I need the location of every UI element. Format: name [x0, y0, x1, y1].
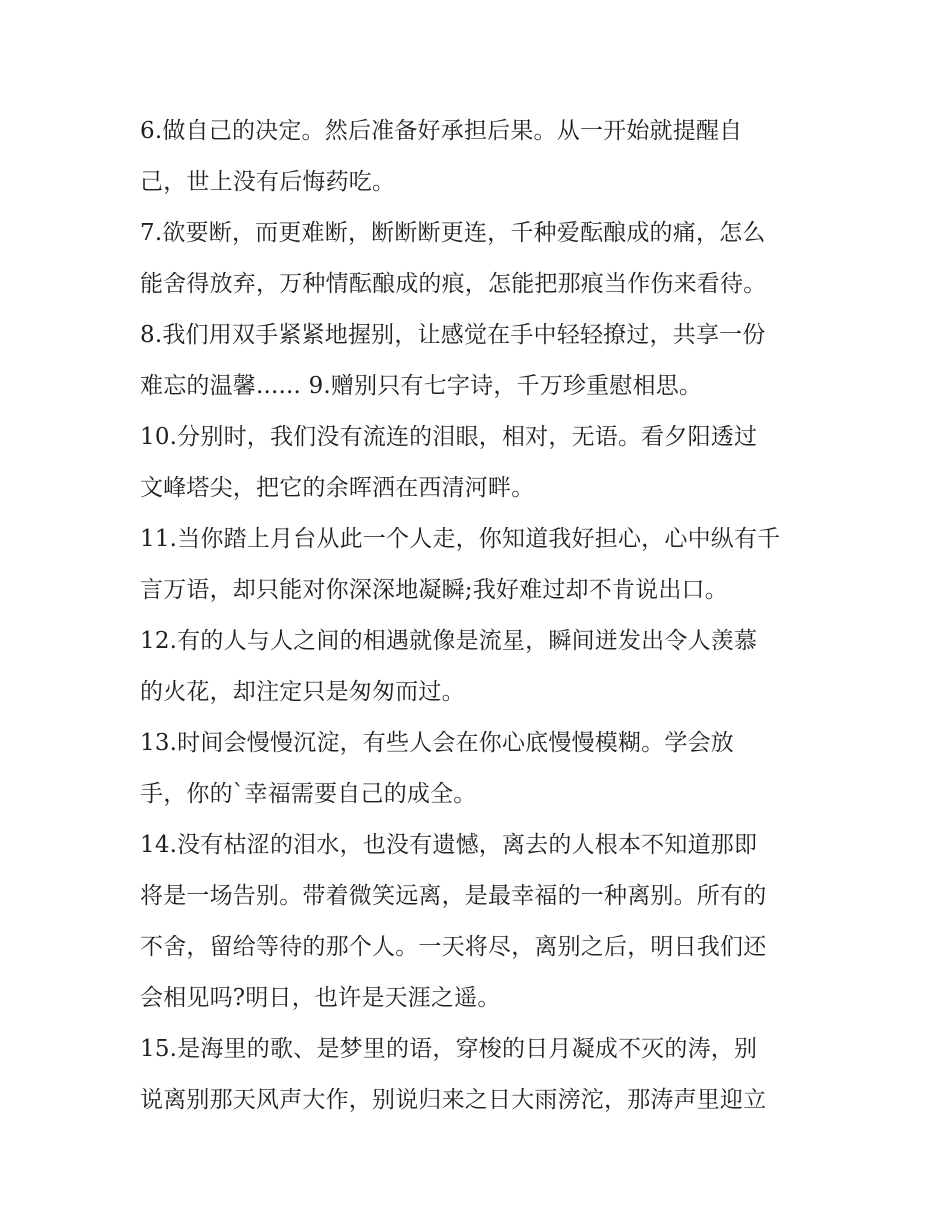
text-line: 7.欲要断，而更难断，断断断更连，千种爱酝酿成的痛，怎么 [140, 220, 766, 246]
text-line: 文峰塔尖，把它的余晖洒在西清河畔。 [140, 475, 535, 501]
text-line: 不舍，留给等待的那个人。一天将尽，离别之后，明日我们还 [140, 934, 767, 960]
text-line: 12.有的人与人之间的相遇就像是流星，瞬间迸发出令人羡慕 [140, 628, 758, 654]
text-line: 8.我们用双手紧紧地握别，让感觉在手中轻轻撩过，共享一份 [140, 322, 766, 348]
text-line: 己，世上没有后悔药吃。 [140, 169, 396, 195]
text-line: 能舍得放弃，万种情酝酿成的痕，怎能把那痕当作伤来看待。 [140, 271, 767, 297]
text-line: 13.时间会慢慢沉淀，有些人会在你心底慢慢模糊。学会放 [140, 730, 734, 756]
text-line: 11.当你踏上月台从此一个人走，你知道我好担心，心中纵有千 [140, 526, 781, 552]
text-line: 难忘的温馨...... 9.赠别只有七字诗，千万珍重慰相思。 [140, 373, 703, 399]
text-line: 15.是海里的歌、是梦里的语，穿梭的日月凝成不灭的涛，别 [140, 1036, 758, 1062]
text-line: 言万语，却只能对你深深地凝瞬;我好难过却不肯说出口。 [140, 577, 728, 603]
document-body [140, 106, 830, 1126]
text-line: 会相见吗?明日，也许是天涯之遥。 [140, 985, 501, 1011]
text-line: 10.分别时，我们没有流连的泪眼，相对，无语。看夕阳透过 [140, 424, 758, 450]
text-line: 说离别那天风声大作，别说归来之日大雨滂沱，那涛声里迎立 [140, 1087, 767, 1113]
text-line: 14.没有枯涩的泪水，也没有遗憾，离去的人根本不知道那即 [140, 832, 758, 858]
text-line: 的火花，却注定只是匆匆而过。 [140, 679, 465, 705]
text-line: 6.做自己的决定。然后准备好承担后果。从一开始就提醒自 [140, 118, 743, 144]
text-line: 将是一场告别。带着微笑远离，是最幸福的一种离别。所有的 [140, 883, 767, 909]
text-line: 手，你的`幸福需要自己的成全。 [140, 781, 477, 807]
